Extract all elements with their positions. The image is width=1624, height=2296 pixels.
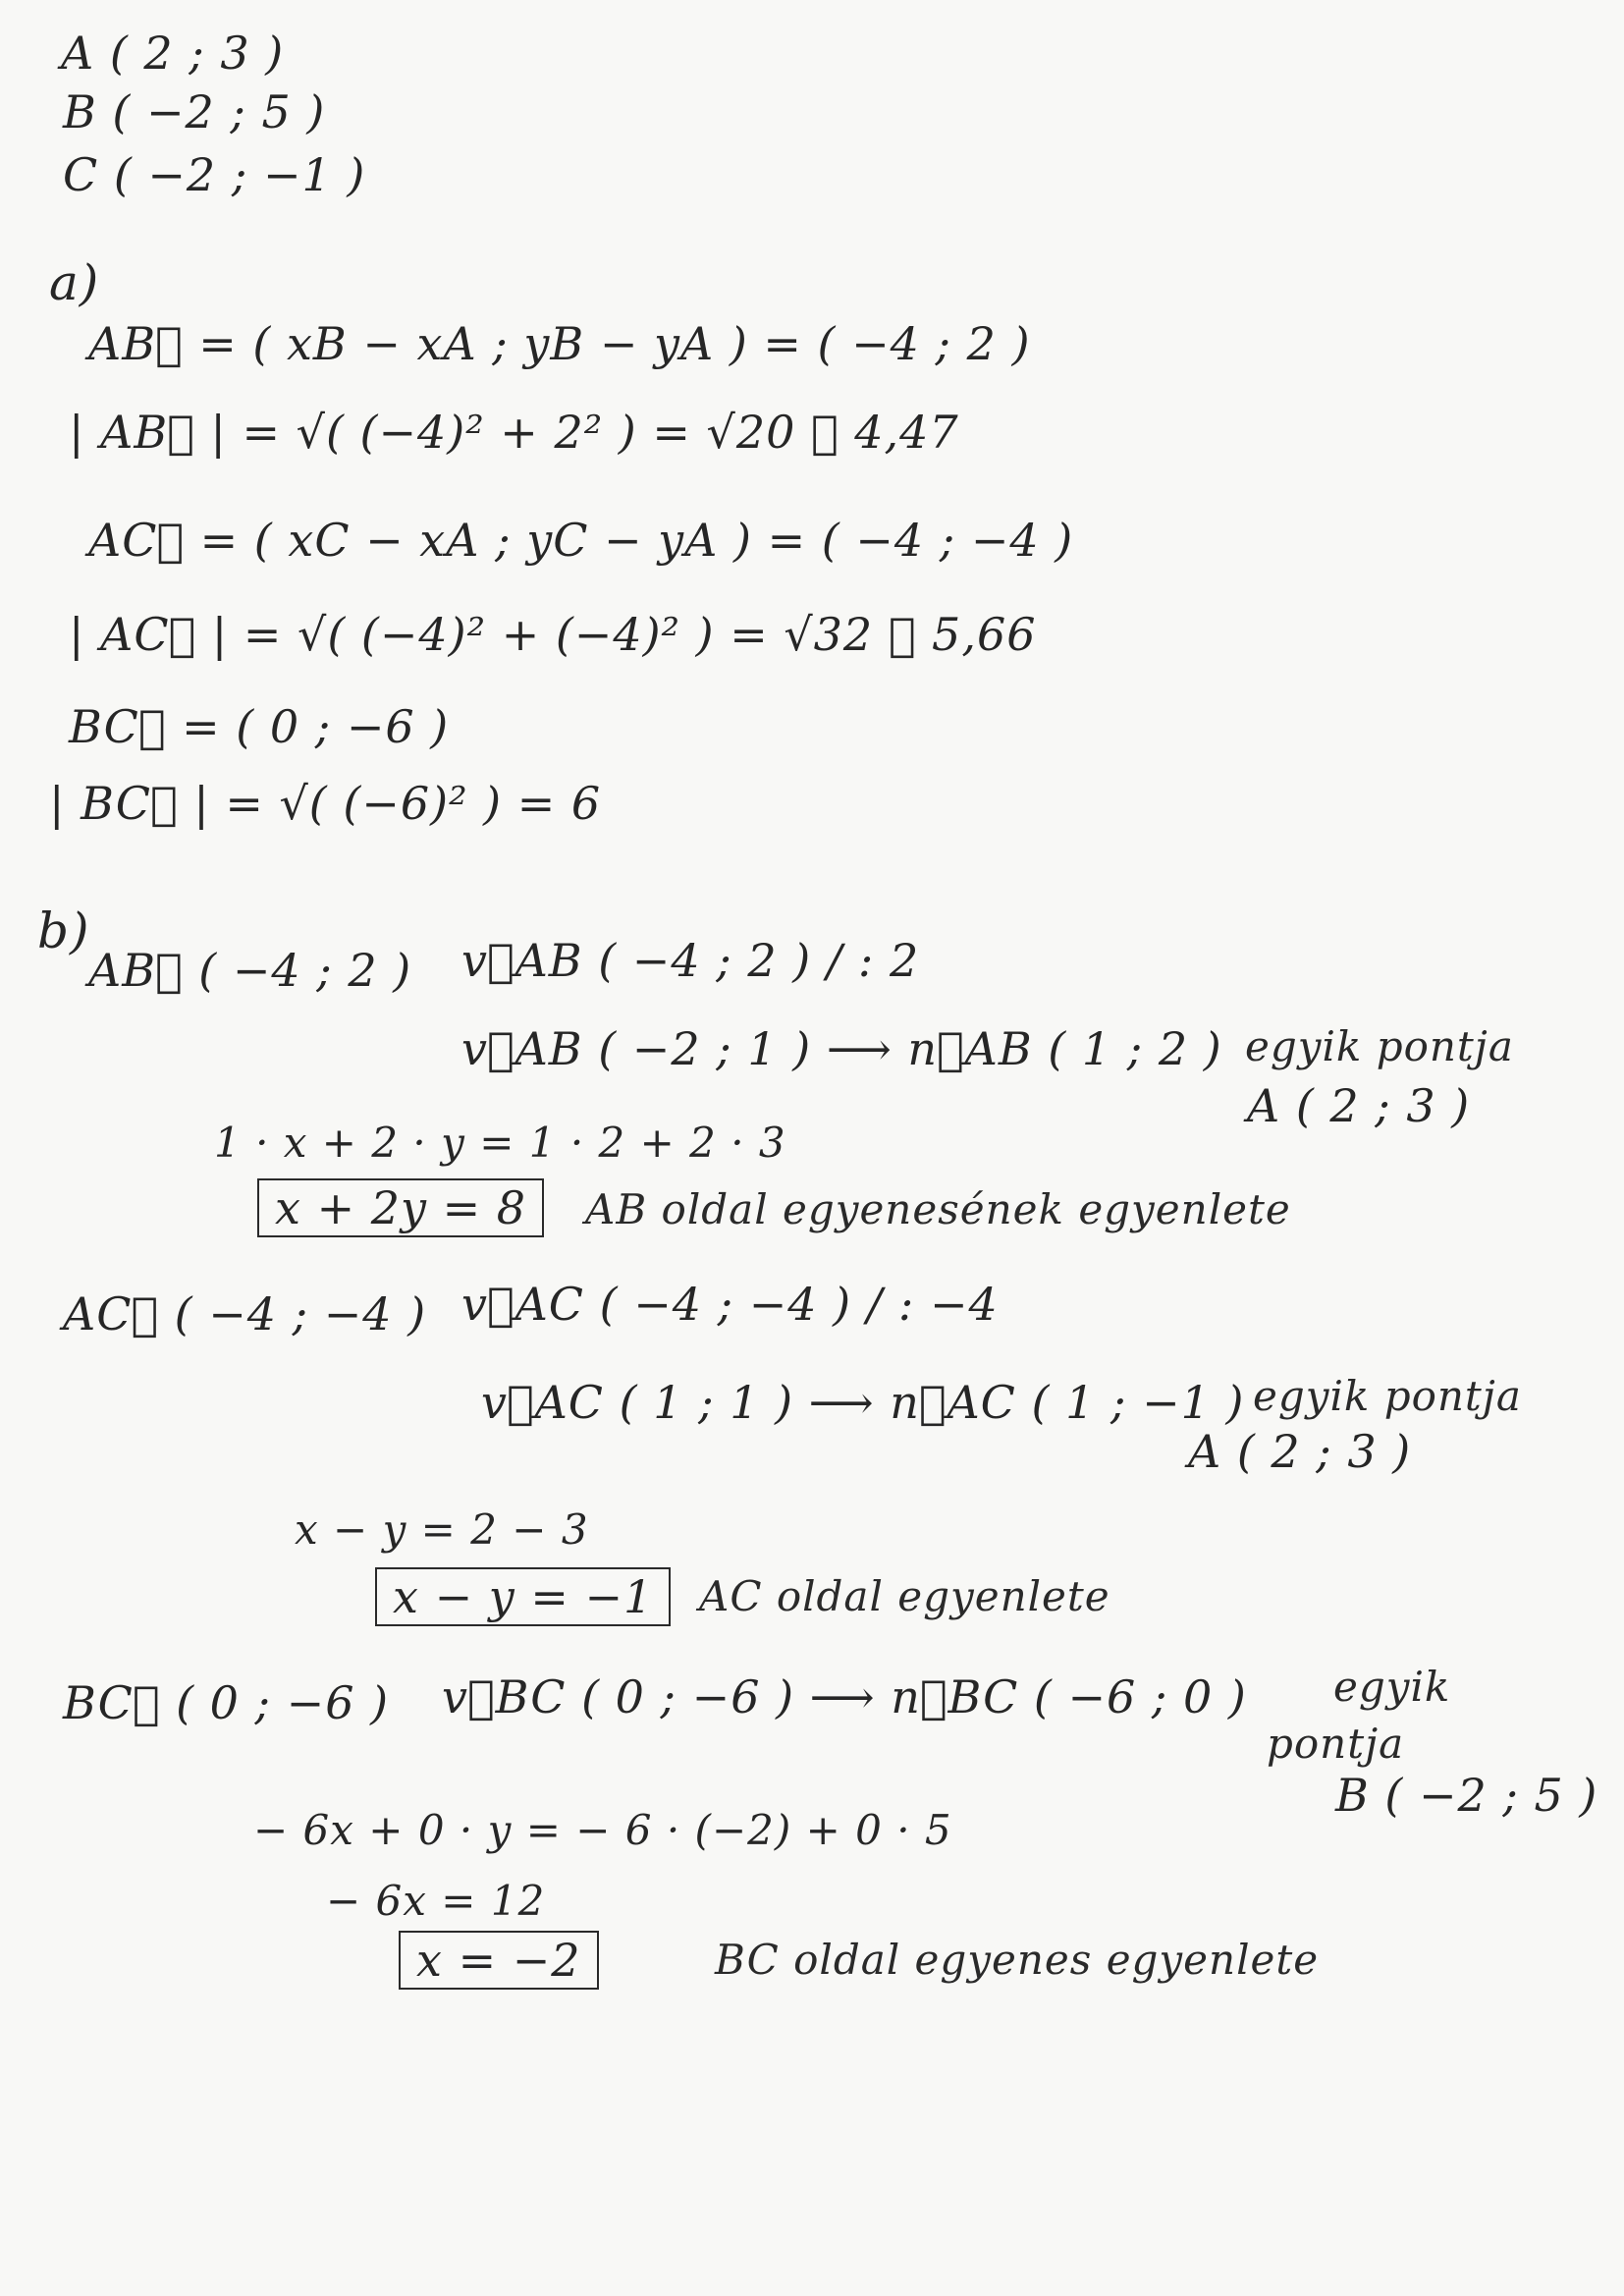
part-a-label: a) [49, 254, 100, 311]
bc-vector-b: BC⃗ ( 0 ; −6 ) [63, 1676, 390, 1729]
bc-line-equation-label: BC oldal egyenes egyenlete [715, 1936, 1320, 1984]
ab-line-equation-label: AB oldal egyenesének egyenlete [585, 1185, 1291, 1233]
ab-point: A ( 2 ; 3 ) [1247, 1079, 1471, 1132]
ab-vector-b: AB⃗ ( −4 ; 2 ) [88, 944, 412, 997]
ab-vector-line: AB⃗ = ( xB − xA ; yB − yA ) = ( −4 ; 2 ) [88, 317, 1031, 370]
point-a: A ( 2 ; 3 ) [61, 27, 285, 80]
ac-line-equation: x − y = −1 [375, 1567, 671, 1626]
ac-equation-work: x − y = 2 − 3 [295, 1505, 589, 1554]
ac-line-equation-label: AC oldal egyenlete [699, 1572, 1110, 1620]
ac-vector-b: AC⃗ ( −4 ; −4 ) [63, 1287, 427, 1340]
ab-line-equation: x + 2y = 8 [257, 1178, 544, 1237]
ac-direction-1: v⃗AC ( −4 ; −4 ) / : −4 [461, 1278, 999, 1331]
ac-vector-line: AC⃗ = ( xC − xA ; yC − yA ) = ( −4 ; −4 ) [88, 514, 1074, 567]
bc-length-line: | BC⃗ | = √( (−6)² ) = 6 [49, 777, 602, 830]
point-b: B ( −2 ; 5 ) [63, 85, 326, 138]
bc-direction: v⃗BC ( 0 ; −6 ) ⟶ n⃗BC ( −6 ; 0 ) [442, 1670, 1247, 1723]
ac-direction-2: v⃗AC ( 1 ; 1 ) ⟶ n⃗AC ( 1 ; −1 ) [481, 1376, 1245, 1429]
ab-length-line: | AB⃗ | = √( (−4)² + 2² ) = √20 ≅ 4,47 [69, 406, 959, 459]
ab-direction-2: v⃗AB ( −2 ; 1 ) ⟶ n⃗AB ( 1 ; 2 ) [461, 1022, 1222, 1075]
bc-equation-work: − 6x + 0 · y = − 6 · (−2) + 0 · 5 [253, 1806, 952, 1854]
ac-length-line: | AC⃗ | = √( (−4)² + (−4)² ) = √32 ≅ 5,66 [69, 608, 1037, 661]
ab-equation-work: 1 · x + 2 · y = 1 · 2 + 2 · 3 [214, 1119, 786, 1167]
bc-point: B ( −2 ; 5 ) [1335, 1769, 1598, 1822]
ab-point-note: egyik pontja [1245, 1022, 1514, 1070]
bc-vector-line: BC⃗ = ( 0 ; −6 ) [69, 700, 450, 753]
bc-equation-work-2: − 6x = 12 [326, 1877, 546, 1925]
ac-point-note: egyik pontja [1253, 1372, 1522, 1420]
ac-point: A ( 2 ; 3 ) [1188, 1425, 1412, 1478]
bc-point-note-1: egyik [1333, 1663, 1451, 1711]
bc-line-equation: x = −2 [399, 1931, 599, 1990]
bc-point-note-2: pontja [1267, 1720, 1405, 1768]
ab-direction-1: v⃗AB ( −4 ; 2 ) / : 2 [461, 934, 920, 987]
point-c: C ( −2 ; −1 ) [63, 148, 366, 201]
part-b-label: b) [37, 902, 90, 959]
